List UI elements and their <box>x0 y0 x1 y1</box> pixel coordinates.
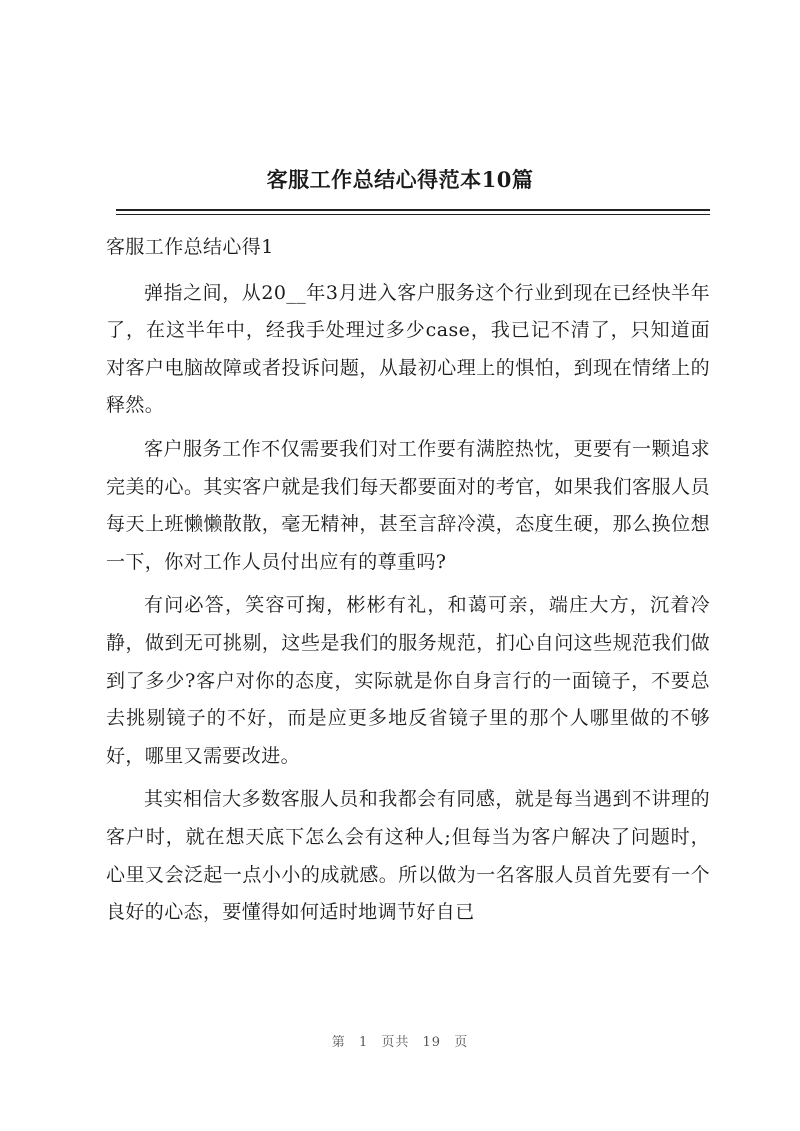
footer-label-page: 第 <box>331 1035 346 1050</box>
footer-current-page: 1 <box>358 1035 369 1050</box>
paragraph-1: 弹指之间，从20__年3月进入客户服务这个行业到现在已经快半年了，在这半年中，经我手处理过多少case，我已记不清了，只知道面对客户电脑故障或者投诉问题，从最初心理上的惧怕，到现在情绪上的释然。 <box>106 281 710 417</box>
footer-label-end: 页 <box>454 1035 469 1050</box>
document-title: 客服工作总结心得范本10篇 <box>266 167 534 192</box>
title-divider <box>116 209 710 211</box>
footer-total-pages: 19 <box>422 1035 442 1050</box>
section-heading: 客服工作总结心得1 <box>106 236 274 258</box>
footer-label-of: 页共 <box>381 1035 410 1050</box>
page-footer <box>0 1031 800 1050</box>
paragraph-3: 有问必答，笑容可掬，彬彬有礼，和蔼可亲，端庄大方，沉着冷静，做到无可挑剔，这些是我们的服务规范，扪心自问这些规范我们做到了多少?客户对你的态度，实际就是你自身言行的一面镜子，不要总去挑剔镜子的不好，而是应更多地反省镜子里的那个人哪里做的不够好，哪里又需要改进。 <box>106 594 710 767</box>
paragraph-2: 客户服务工作不仅需要我们对工作要有满腔热忱，更要有一颗追求完美的心。其实客户就是我们每天都要面对的考官，如果我们客服人员每天上班懒懒散散，毫无精神，甚至言辞冷漠，态度生硬，那么换位想一下，你对工作人员付出应有的尊重吗? <box>106 437 710 573</box>
document-body <box>106 229 710 932</box>
title-divider-thin <box>116 214 710 215</box>
paragraph-4: 其实相信大多数客服人员和我都会有同感，就是每当遇到不讲理的客户时，就在想天底下怎么会有这种人;但每当为客户解决了问题时，心里又会泛起一点小小的成就感。所以做为一名客服人员首先要有一个良好的心态，要懂得如何适时地调节好自已 <box>106 788 710 924</box>
